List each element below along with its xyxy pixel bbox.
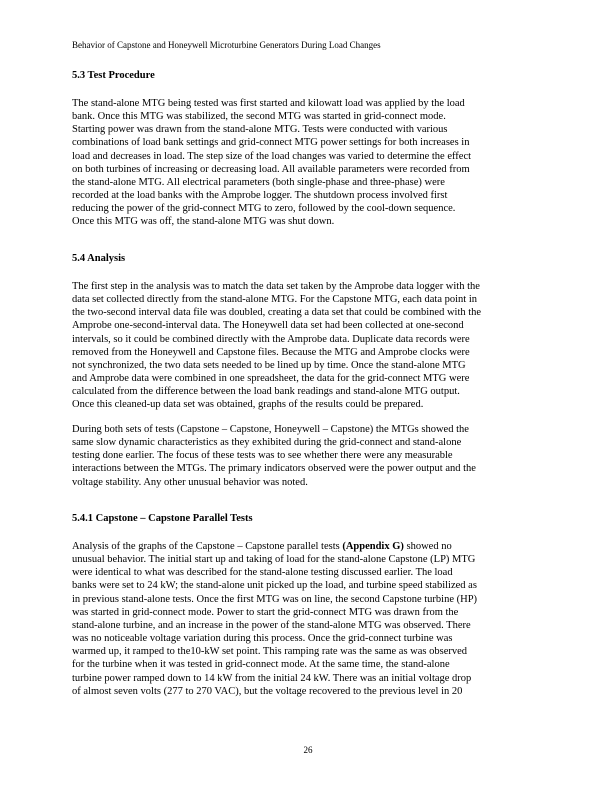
text-line: During both sets of tests (Capstone – Capstone, Honeywell – Capstone) the MTGs showed the xyxy=(72,424,469,435)
text-line xyxy=(72,540,544,553)
text-line: Starting power was drawn from the stand-alone MTG. Tests were conducted with various xyxy=(72,124,448,136)
paragraph-analysis-1 xyxy=(72,280,544,412)
text-line: in previous stand-alone tests. Once the first MTG was on line, the second Capstone turbine (HP) xyxy=(72,593,478,605)
running-head: Behavior of Capstone and Honeywell Microturbine Generators During Load Changes xyxy=(72,40,381,50)
text-line: was no noticeable voltage variation during this process. Once the grid-connect turbine was xyxy=(72,633,453,645)
text-line: not synchronized, the two data sets needed to be lined up by time. Once the stand-alone MTG xyxy=(72,359,466,371)
text-line: Once this MTG was off, the stand-alone MTG was shut down. xyxy=(72,216,335,228)
text-line: was started in grid-connect mode. Power to start the grid-connect MTG was drawn from the xyxy=(72,606,459,618)
text-line: testing done earlier. The focus of these tests was to see whether there were any measurable xyxy=(72,450,453,462)
text-line: the stand-alone MTG. All electrical parameters (both single-phase and three-phase) were xyxy=(72,176,445,188)
section-heading-5-3: 5.3 Test Procedure xyxy=(72,70,155,81)
text-line: same slow dynamic characteristics as they exhibited during the grid-connect and stand-alone xyxy=(72,437,462,449)
text-run: showed no xyxy=(403,541,452,552)
text-line: load and decreases in load. The step size of the load changes was varied to determine the effect xyxy=(72,150,472,162)
text-line: calculated from the difference between the load bank readings and stand-alone MTG output. xyxy=(72,386,460,398)
text-line: The stand-alone MTG being tested was first started and kilowatt load was applied by the load xyxy=(72,98,465,109)
text-line: reducing the power of the grid-connect MTG to zero, followed by the cool-down sequence. xyxy=(72,203,456,215)
text-line: of almost seven volts (277 to 270 VAC), but the voltage recovered to the previous level in 20 xyxy=(72,685,463,697)
text-line: for the turbine when it was tested in grid-connect mode. At the same time, the stand-alone xyxy=(72,659,450,671)
text-line: voltage stability. Any other unusual behavior was noted. xyxy=(72,476,308,488)
appendix-reference: (Appendix G) xyxy=(342,541,404,552)
text-run: Analysis of the graphs of the Capstone – Capstone parallel tests xyxy=(72,541,343,552)
text-line: combinations of load bank settings and grid-connect MTG power settings for both increases in xyxy=(72,137,470,149)
text-line: unusual behavior. The initial start up and taking of load for the stand-alone Capstone (LP) MTG xyxy=(72,554,476,566)
text-line: bank. Once this MTG was stabilized, the second MTG was started in grid-connect mode. xyxy=(72,111,446,123)
text-line: stand-alone turbine, and an increase in the power of the stand-alone MTG was observed. There xyxy=(72,619,471,631)
text-line: the two-second interval data file was doubled, creating a data set that could be combined with the xyxy=(72,307,482,319)
text-line: on both turbines of increasing or decreasing load. All available parameters were recorded from xyxy=(72,163,470,175)
text-line: banks were set to 24 kW; the stand-alone unit picked up the load, and turbine speed stabilized as xyxy=(72,580,477,592)
text-line: The first step in the analysis was to match the data set taken by the Amprobe data logger with the xyxy=(72,281,480,292)
subsection-heading-5-4-1: 5.4.1 Capstone – Capstone Parallel Tests xyxy=(72,513,253,524)
text-line: recorded at the load banks with the Amprobe logger. The shutdown process involved first xyxy=(72,190,448,202)
text-line: interactions between the MTGs. The primary indicators observed were the power output and the xyxy=(72,463,476,475)
paragraph-test-procedure xyxy=(72,97,544,229)
text-line: data set collected directly from the stand-alone MTG. For the Capstone MTG, each data point in xyxy=(72,294,478,306)
page-number: 26 xyxy=(303,745,313,755)
paragraph-capstone-parallel xyxy=(72,540,544,698)
section-heading-5-4: 5.4 Analysis xyxy=(72,253,126,264)
text-line: were identical to what was described for the stand-alone testing discussed earlier. The load xyxy=(72,567,453,579)
paragraph-analysis-2 xyxy=(72,423,544,489)
text-line: intervals, so it could be combined directly with the Amprobe data. Duplicate data records were xyxy=(72,333,470,345)
text-line: Amprobe one-second-interval data. The Honeywell data set had been collected at one-second xyxy=(72,320,464,332)
text-line: and Amprobe data were combined in one spreadsheet, the data for the grid-connect MTG were xyxy=(72,373,470,385)
text-line: warmed up, it ramped to the10-kW set point. This ramping rate was the same as was observed xyxy=(72,646,468,658)
text-line: removed from the Honeywell and Capstone files. Because the MTG and Amprobe clocks were xyxy=(72,346,470,358)
text-line: turbine power ramped down to 14 kW from the initial 24 kW. There was an initial voltage drop xyxy=(72,672,472,684)
text-line: Once this cleaned-up data set was obtained, graphs of the results could be prepared. xyxy=(72,399,424,411)
